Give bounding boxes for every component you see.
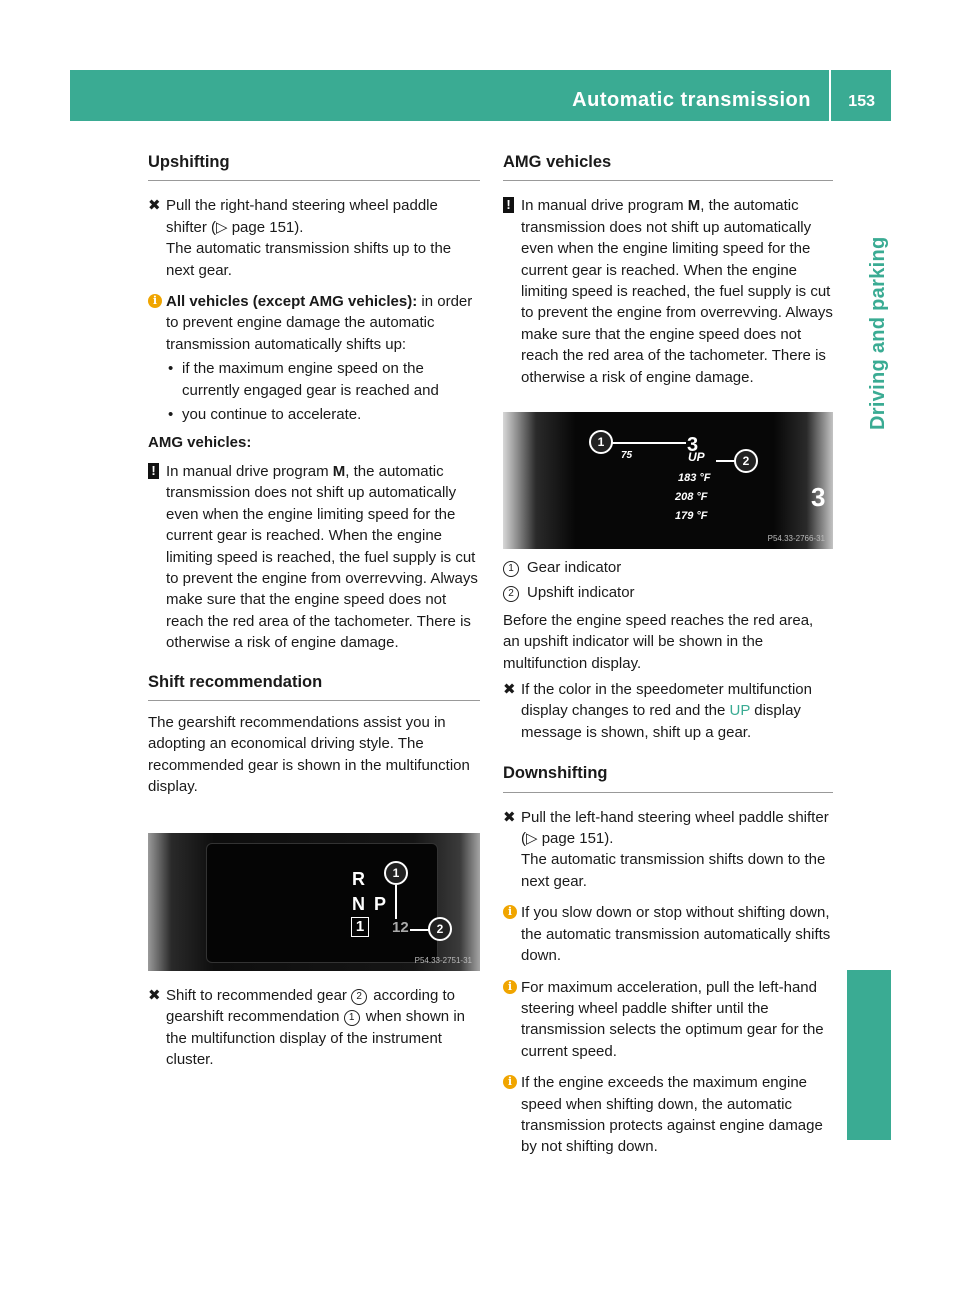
step-result: The automatic transmission shifts down to the next gear. bbox=[521, 851, 826, 890]
arrow-icon: ✖ bbox=[503, 808, 516, 826]
instruction-step bbox=[503, 679, 833, 743]
shift-paragraph: The gearshift recommendations assist you in adopting an economical driving style. The recommended gear is shown in the multifunction display. bbox=[148, 713, 470, 796]
callout-two-ref: 2 bbox=[351, 989, 367, 1005]
warning-icon: ! bbox=[148, 463, 159, 479]
warning-program: M bbox=[687, 197, 701, 215]
temperature-3: 179 °F bbox=[675, 510, 708, 522]
page-header bbox=[70, 70, 891, 121]
info-icon: i bbox=[503, 1075, 517, 1089]
current-gear: 1 bbox=[351, 917, 369, 937]
right-column-bottom bbox=[503, 557, 833, 1158]
instruction-step bbox=[148, 985, 480, 1071]
recommended-gear: 12 bbox=[392, 919, 409, 936]
list-item bbox=[148, 404, 480, 425]
warning-text: In manual drive program bbox=[521, 197, 688, 215]
callout-one-ref: 1 bbox=[503, 561, 519, 577]
arrow-icon: ✖ bbox=[148, 197, 161, 215]
warning-program: M bbox=[332, 462, 346, 480]
warning-text: , the automatic transmission does not shift up automatically even when the engine limiting speed for the current gear is reached. When the engine limiting speed is reached, the fuel supply is cut to prevent the engine from overrevving. Always make sure that the engine speed does not reach the red area of the tachometer. There is otherwise a risk of engine damage. bbox=[521, 197, 833, 386]
callout-one: 1 bbox=[589, 430, 613, 454]
gear-r: R bbox=[352, 869, 365, 889]
info-text: If the engine exceeds the maximum engine speed when shifting down, the automatic transmission protects against engine damage by not shifting down. bbox=[521, 1074, 823, 1156]
info-icon: i bbox=[503, 980, 517, 994]
temperature-2: 208 °F bbox=[675, 491, 708, 503]
up-indicator: UP bbox=[688, 450, 705, 464]
right-column bbox=[503, 152, 833, 388]
instruction-step bbox=[148, 195, 480, 281]
header-title: Automatic transmission bbox=[572, 89, 811, 111]
callout-line bbox=[716, 460, 736, 462]
info-note bbox=[503, 1072, 833, 1158]
callout-two: 2 bbox=[428, 917, 452, 941]
step-text: Pull the right-hand steering wheel paddle shifter (▷ page 151). bbox=[166, 197, 438, 236]
info-note bbox=[148, 291, 480, 355]
bullet-icon: • bbox=[168, 406, 174, 424]
heading-upshifting: Upshifting bbox=[148, 152, 480, 181]
step-text: when shown in the multifunction display of the instrument cluster. bbox=[166, 1008, 465, 1069]
step-result: The automatic transmission shifts up to the next gear. bbox=[166, 240, 452, 279]
gear-display: 3 bbox=[811, 482, 826, 512]
callout-one-ref: 1 bbox=[344, 1010, 360, 1026]
step-text: display message is shown, shift up a gear. bbox=[521, 702, 801, 741]
header-divider bbox=[829, 70, 831, 121]
legend-text: Gear indicator bbox=[527, 559, 622, 576]
callout-one: 1 bbox=[384, 861, 408, 885]
up-message: UP bbox=[729, 702, 751, 720]
warning-note bbox=[503, 195, 833, 388]
amg-label: AMG vehicles: bbox=[148, 434, 252, 452]
arrow-icon: ✖ bbox=[503, 681, 516, 699]
info-text: If you slow down or stop without shifting down, the automatic transmission automatically shifts down. bbox=[521, 904, 831, 965]
speed-value: 75 bbox=[621, 450, 633, 461]
arrow-icon: ✖ bbox=[148, 987, 161, 1004]
heading-amg-vehicles: AMG vehicles bbox=[503, 152, 833, 181]
page-number: 153 bbox=[848, 93, 875, 110]
image-code: P54.33-2751-31 bbox=[414, 956, 472, 965]
list-item-text: if the maximum engine speed on the currently engaged gear is reached and bbox=[182, 360, 439, 399]
warning-note bbox=[148, 461, 480, 654]
gear-indicator: 3 bbox=[687, 434, 699, 456]
gear-recommendation-image bbox=[148, 833, 480, 971]
callout-two-ref: 2 bbox=[503, 586, 519, 602]
callout-two: 2 bbox=[734, 449, 758, 473]
temperature-1: 183 °F bbox=[678, 472, 711, 484]
left-column-bottom bbox=[148, 985, 480, 1071]
list-item bbox=[148, 358, 480, 401]
step-text: according to gearshift recommendation bbox=[166, 987, 455, 1026]
left-column bbox=[148, 152, 480, 798]
list-item-text: you continue to accelerate. bbox=[182, 406, 362, 424]
warning-text: , the automatic transmission does not shift up automatically even when the engine limiting speed for the current gear is reached. When the engine limiting speed is reached, the fuel supply is cut to prevent the engine from overrevving. Always make sure that the engine speed does not reach the red area of the tachometer. There is otherwise a risk of engine damage. bbox=[166, 462, 478, 652]
info-icon: i bbox=[148, 294, 162, 308]
bullet-icon: • bbox=[168, 360, 174, 378]
callout-line bbox=[410, 929, 430, 931]
upshift-indicator-image bbox=[503, 412, 833, 549]
info-text: in order to prevent engine damage the automatic transmission automatically shifts up: bbox=[166, 293, 473, 353]
upshift-paragraph: Before the engine speed reaches the red area, an upshift indicator will be shown in the multifunction display. bbox=[503, 611, 814, 672]
step-text: Shift to recommended gear bbox=[166, 987, 352, 1004]
gear-n: N bbox=[352, 894, 365, 914]
gear-p: P bbox=[374, 894, 387, 914]
display-frame bbox=[206, 843, 438, 963]
legend-item-1 bbox=[503, 557, 833, 578]
instruction-step bbox=[503, 807, 833, 893]
section-tab-block bbox=[847, 970, 891, 1140]
section-tab-label: Driving and parking bbox=[867, 236, 889, 430]
warning-text: In manual drive program bbox=[166, 462, 333, 480]
info-text: For maximum acceleration, pull the left-hand steering wheel paddle shifter until the transmission selects the optimum gear for the current speed. bbox=[521, 978, 824, 1060]
legend-text: Upshift indicator bbox=[527, 584, 635, 602]
heading-shift-recommendation: Shift recommendation bbox=[148, 672, 480, 701]
step-text: If the color in the speedometer multifunction display changes to red and the bbox=[521, 681, 812, 720]
info-lead: All vehicles (except AMG vehicles): bbox=[166, 293, 418, 311]
image-code: P54.33-2766-31 bbox=[767, 534, 825, 543]
heading-downshifting: Downshifting bbox=[503, 763, 833, 792]
callout-line bbox=[395, 885, 397, 919]
info-note bbox=[503, 977, 833, 1063]
callout-line bbox=[610, 442, 686, 444]
step-text: Pull the left-hand steering wheel paddle shifter (▷ page 151). bbox=[521, 808, 829, 848]
info-note bbox=[503, 902, 833, 966]
warning-icon: ! bbox=[503, 197, 514, 213]
legend-item-2 bbox=[503, 582, 833, 603]
info-icon: i bbox=[503, 905, 517, 919]
